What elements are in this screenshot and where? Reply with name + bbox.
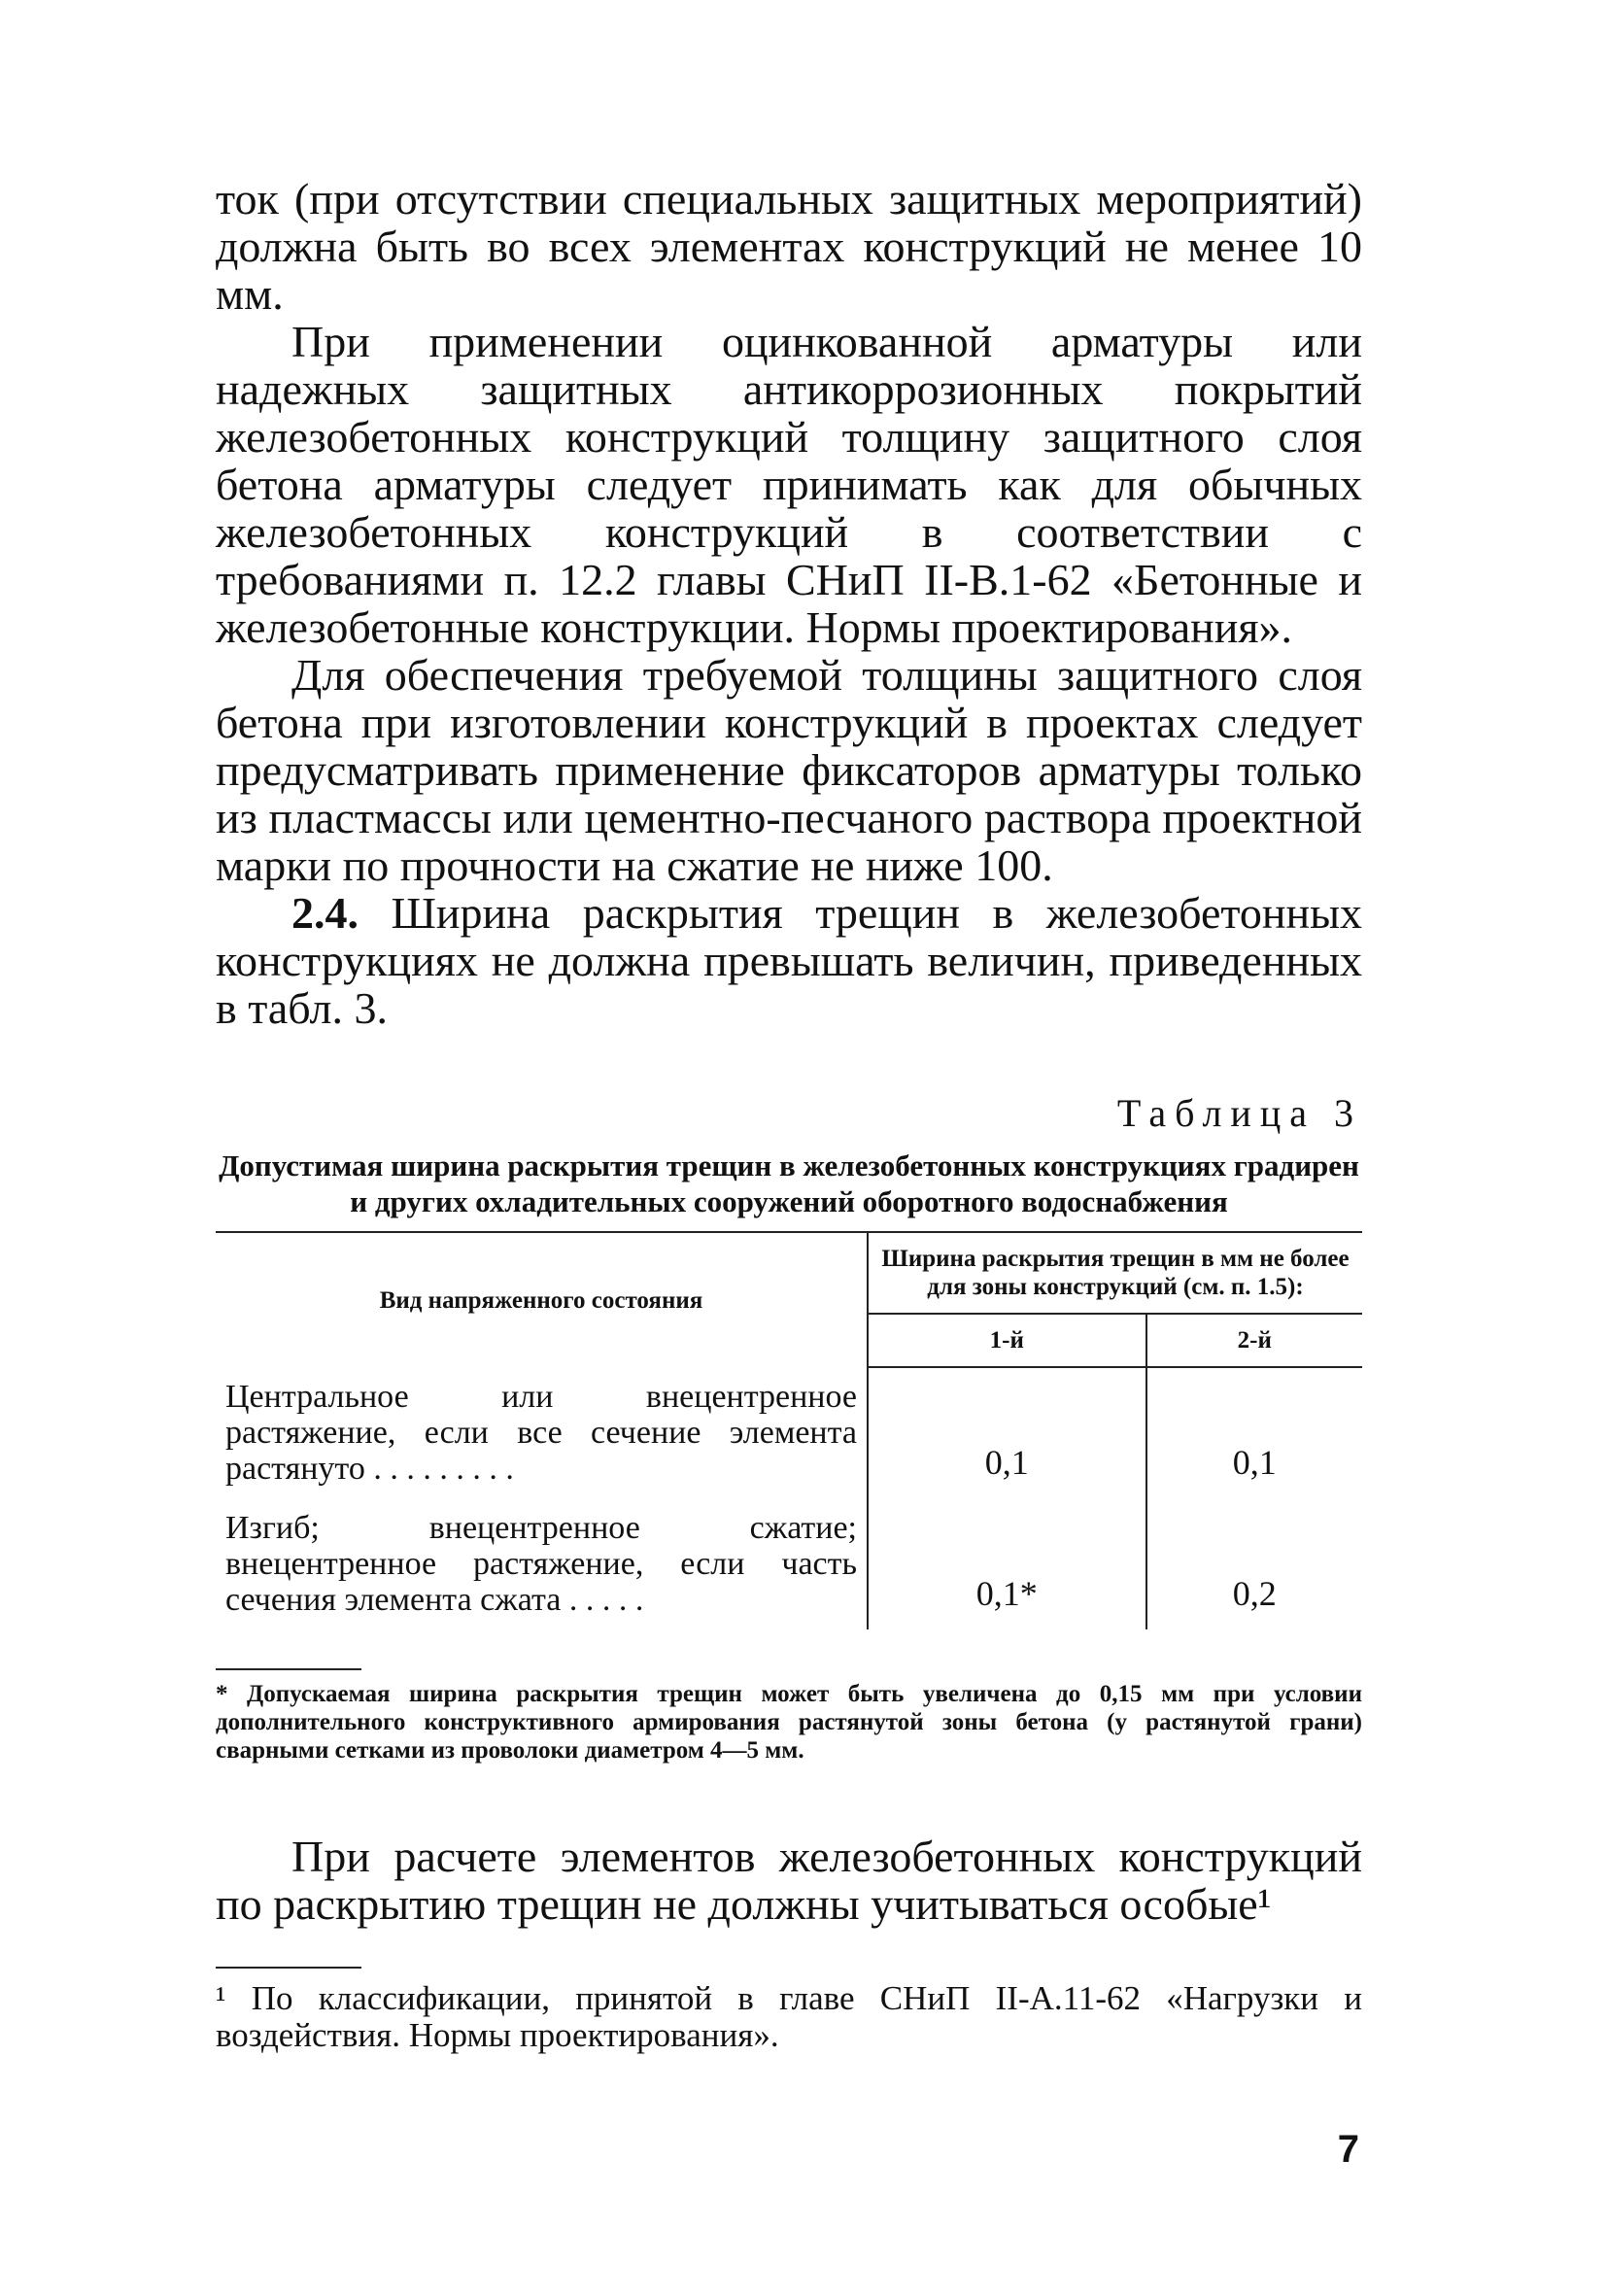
paragraph-1: ток (при отсутствии специальных защитных мероприятий) должна быть во всех элементах конструкций не менее 10 мм. (216, 174, 1362, 319)
header-zone-1: 1-й (868, 1314, 1146, 1367)
row-description: Изгиб; внецентренное сжатие; внецентренное растяжение, если часть сечения элемента сжата . . . (216, 1498, 868, 1629)
footnote-1: ¹ По классификации, принятой в главе СНиП II-А.11-62 «Нагрузки и воздействия. Нормы проектирования». (216, 1979, 1362, 2054)
footnote-divider-2 (216, 1967, 361, 1969)
table-caption: Допустимая ширина раскрытия трещин в железобетонных конструкциях градирен и других охладительных сооружений оборотного водоснабжения (219, 1148, 1359, 1218)
table-row (216, 1498, 1362, 1629)
crack-width-table (216, 1231, 1362, 1629)
footnote-divider (216, 1668, 361, 1670)
paragraph-2: При применении оцинкованной арматуры или надежных защитных антикоррозионных покрытий железобетонных конструкций толщину защитного слоя бетона арматуры следует принимать как для обычных железобетонных конструкций в соответствии с требованиями п. 12.2 главы СНиП II-В.1-62 «Бетонные и железобетонные конструкции. Нормы проектирования». (216, 317, 1362, 652)
row-value-zone-2: 0,2 (1232, 1574, 1277, 1613)
header-crack-width: Ширина раскрытия трещин в мм не более для зоны конструкций (см. п. 1.5): (868, 1232, 1362, 1314)
paragraph-2-4 (216, 889, 1362, 1032)
row-value-zone-2: 0,1 (1232, 1443, 1277, 1482)
page-content (216, 175, 1362, 2088)
table-row (216, 1367, 1362, 1498)
clause-number: 2.4. (291, 888, 359, 938)
row-value-zone-1: 0,1 (868, 1367, 1146, 1498)
page-number: 7 (1337, 2128, 1359, 2171)
paragraph-3: Для обеспечения требуемой толщины защитного слоя бетона при изготовлении конструкций в проектах следует предусматривать применение фиксаторов арматуры только из пластмассы или цементно-песчаного раствора проектной марки по прочности на сжатие не ниже 100. (216, 650, 1362, 890)
table-label: Таблица 3 (1116, 1091, 1362, 1135)
table-footnote: * Допускаемая ширина раскрытия трещин может быть увеличена до 0,15 мм при условии дополнительного конструктивного армирования растянутой зоны бетона (у растянутой грани) сварными сетками из проволоки диаметром 4—5 мм. (216, 1681, 1362, 1764)
paragraph-5: При расчете элементов железобетонных конструкций по раскрытию трещин не должны учитываться особые¹ (216, 1832, 1362, 1929)
clause-text: Ширина раскрытия трещин в железобетонных конструкциях не должна превышать величин, приведенных в табл. 3. (216, 888, 1363, 1033)
row-description: Центральное или внецентренное растяжение, если все сечение элемента растянуто . . . (216, 1367, 868, 1498)
header-stress-state: Вид напряженного состояния (216, 1232, 868, 1367)
row-value-zone-1: 0,1* (868, 1498, 1146, 1629)
header-zone-2: 2-й (1146, 1314, 1362, 1367)
